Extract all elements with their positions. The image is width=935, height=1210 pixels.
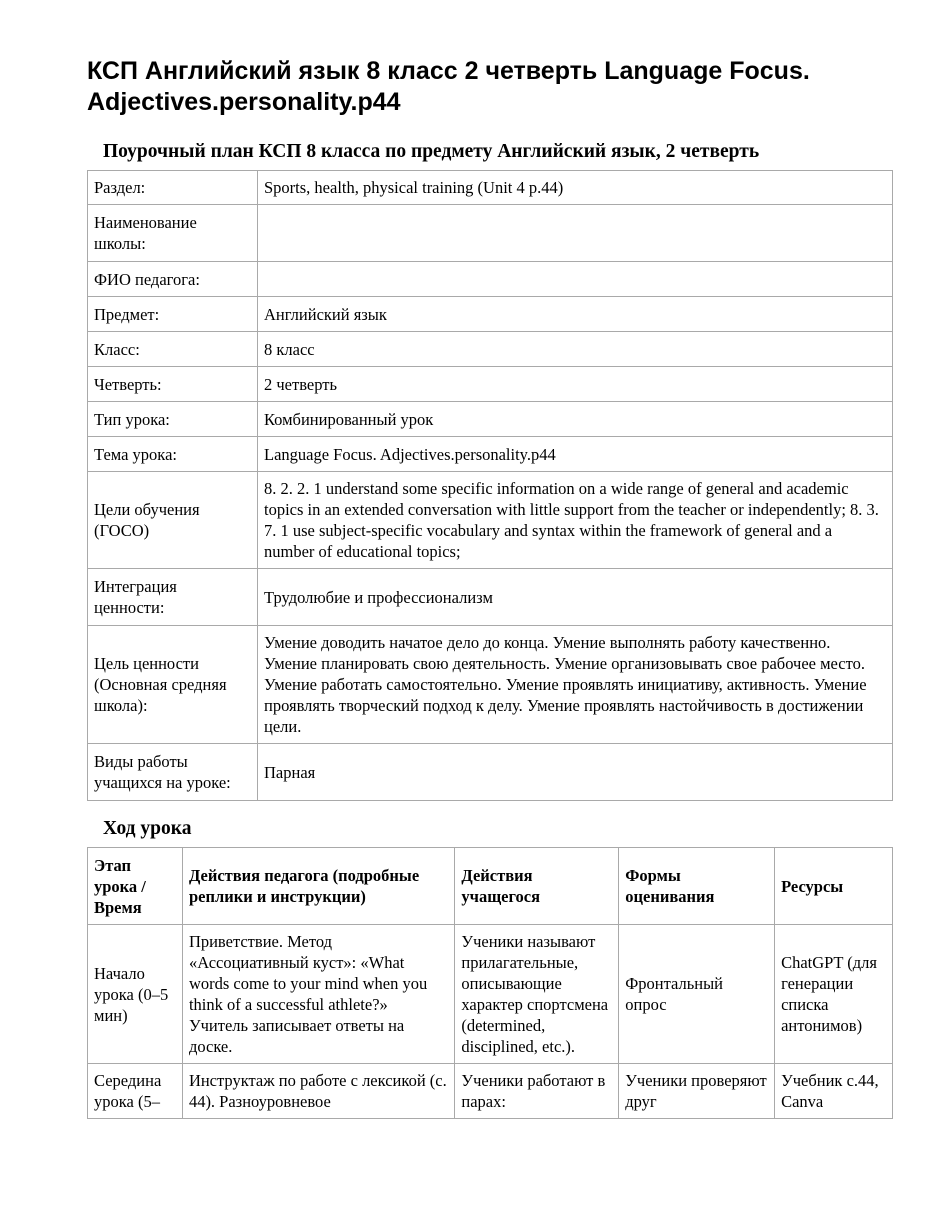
table-row (88, 1064, 893, 1119)
info-label: Класс: (88, 332, 258, 367)
info-value: Комбинированный урок (258, 402, 893, 437)
info-label: Цель ценности (Основная средняя школа): (88, 626, 258, 744)
table-cell: Начало урока (0–5 мин) (88, 925, 183, 1064)
table-cell: Ученики называют прилагательные, описывающие характер спортсмена (determined, disciplined, etc.). (455, 925, 619, 1064)
table-cell: ChatGPT (для генерации списка антонимов) (775, 925, 893, 1064)
lesson-steps-table (87, 847, 893, 1119)
table-cell: Ученики работают в парах: (455, 1064, 619, 1119)
column-header: Этап урока / Время (88, 848, 183, 925)
info-value: Умение доводить начатое дело до конца. Умение выполнять работу качественно. Умение планировать свою деятельность. Умение организовывать свое рабочее место. Умение работать самостоятельно. Умение проявлять инициативу, активность. Умение проявлять творческий подход к делу. Умение проявлять настойчивость в достижении цели. (258, 626, 893, 744)
info-label: Предмет: (88, 297, 258, 332)
info-row (88, 402, 893, 437)
info-row (88, 626, 893, 744)
table-cell: Приветствие. Метод «Ассоциативный куст»: «What words come to your mind when you think of a successful athlete?» Учитель записывает ответы на доске. (182, 925, 454, 1064)
info-value: Трудолюбие и профессионализм (258, 569, 893, 626)
column-header: Действия педагога (подробные реплики и инструкции) (182, 848, 454, 925)
info-label: Цели обучения (ГОСО) (88, 472, 258, 569)
info-value: Парная (258, 744, 893, 801)
plan-heading: Поурочный план КСП 8 класса по предмету Английский язык, 2 четверть (103, 141, 760, 162)
info-value: Language Focus. Adjectives.personality.p44 (258, 437, 893, 472)
info-label: Тип урока: (88, 402, 258, 437)
info-row (88, 205, 893, 262)
column-header: Формы оценивания (619, 848, 775, 925)
info-label: Тема урока: (88, 437, 258, 472)
table-row (88, 925, 893, 1064)
column-header: Ресурсы (775, 848, 893, 925)
table-cell: Учебник с.44, Canva (775, 1064, 893, 1119)
table-cell: Фронтальный опрос (619, 925, 775, 1064)
table-cell: Середина урока (5– (88, 1064, 183, 1119)
lesson-info-table (87, 170, 893, 801)
info-value: 8 класс (258, 332, 893, 367)
info-row (88, 171, 893, 205)
steps-header-row (88, 848, 893, 925)
info-value: Английский язык (258, 297, 893, 332)
info-label: Наименование школы: (88, 205, 258, 262)
info-row (88, 437, 893, 472)
info-label: Четверть: (88, 367, 258, 402)
info-label: Раздел: (88, 171, 258, 205)
info-row (88, 472, 893, 569)
info-value: 2 четверть (258, 367, 893, 402)
info-value (258, 262, 893, 297)
info-row (88, 744, 893, 801)
document-title: КСП Английский язык 8 класс 2 четверть Language Focus. Adjectives.personality.p44 (87, 57, 810, 116)
info-label: Виды работы учащихся на уроке: (88, 744, 258, 801)
column-header: Действия учащегося (455, 848, 619, 925)
table-cell: Инструктаж по работе с лексикой (с. 44). Разноуровневое (182, 1064, 454, 1119)
info-value: Sports, health, physical training (Unit 4 p.44) (258, 171, 893, 205)
info-row (88, 262, 893, 297)
info-row (88, 569, 893, 626)
info-row (88, 297, 893, 332)
info-row (88, 332, 893, 367)
lesson-heading: Ход урока (103, 818, 192, 839)
info-label: ФИО педагога: (88, 262, 258, 297)
info-row (88, 367, 893, 402)
info-value (258, 205, 893, 262)
document-page (87, 56, 893, 1119)
info-label: Интеграция ценности: (88, 569, 258, 626)
table-cell: Ученики проверяют друг (619, 1064, 775, 1119)
info-value: 8. 2. 2. 1 understand some specific information on a wide range of general and academic topics in an extended conversation with little support from the teacher or independently; 8. 3. 7. 1 use subject-specific vocabulary and syntax within the framework of general and a number of educational topics; (258, 472, 893, 569)
